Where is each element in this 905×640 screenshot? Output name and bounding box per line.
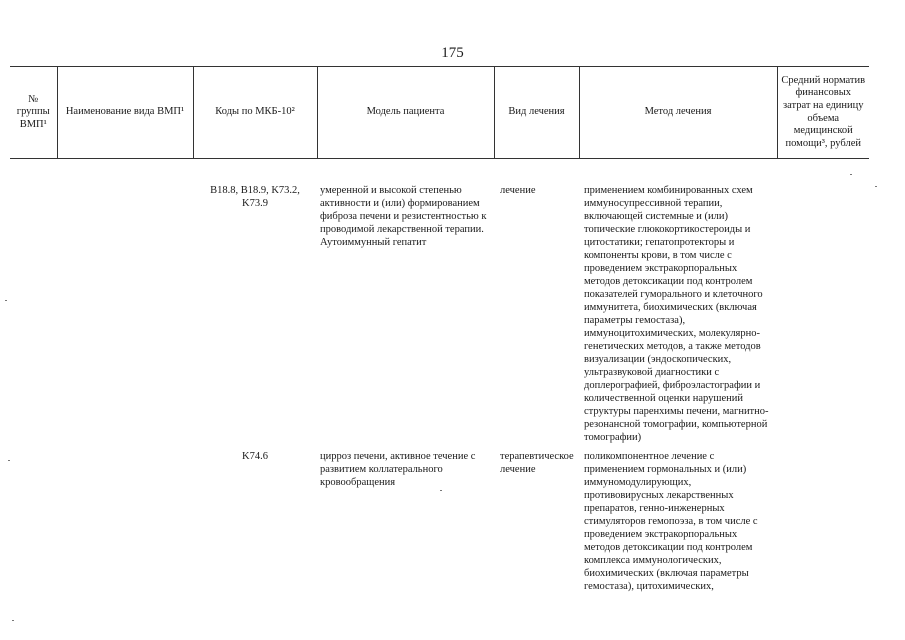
scan-speck <box>875 186 877 187</box>
header-icd-codes: Коды по МКБ-10² <box>193 67 317 159</box>
header-treatment-type: Вид лечения <box>494 67 579 159</box>
row-2-treatment-type: терапевтическое лечение <box>500 451 574 475</box>
header-group-number: № группы ВМП¹ <box>10 67 57 159</box>
header-row <box>10 67 869 159</box>
header-average-cost: Средний норматив финансовых затрат на единицу объема медицинской помощи³, рублей <box>777 67 869 159</box>
row-1-icd-codes: B18.8, B18.9, K73.2, K73.9 <box>210 185 300 209</box>
row-1-patient-model: умеренной и высокой степенью активности и (или) формированием фиброза печени и резистентностью к проводимой лекарственной терапии. Аутоиммунный гепатит <box>320 185 487 248</box>
row-2-treatment-method: поликомпонентное лечение с применением гормональных и (или) иммуномодулирующих, противовирусных лекарственных препаратов, генно-инженерных стимуляторов гемопоэза, в том числе с проведением экстракорпоральных методов детоксикации под контролем комплекса иммунологических, биохимических (включая параметры гемостаза), цитохимических, <box>584 451 758 592</box>
row-2-icd-codes: K74.6 <box>242 451 268 462</box>
scan-speck <box>5 300 7 301</box>
header-treatment-method: Метод лечения <box>579 67 777 159</box>
scan-speck <box>8 460 10 461</box>
row-1-treatment-method: применением комбинированных схем иммуносупрессивной терапии, включающей системные и (или) топические глюкокортикостероиды и цитостатики; гепатопротекторы и компоненты крови, в том числе с проведением экстракорпоральных методов детоксикации под контролем показателей гуморального и клеточного иммунитета, биохимических (включая параметры гемостаза), иммуноцитохимических, молекулярно- генетических методов, а также методов визуализации (эндоскопических, ультразвуковой диагностики с доплерографией, фиброэластографии и количественной оценки нарушений структуры паренхимы печени, магнитно- резонансной томографии, компьютерной томографии) <box>584 185 769 443</box>
row-2-patient-model: цирроз печени, активное течение с развитием коллатерального кровообращения <box>320 451 476 488</box>
row-1-treatment-type: лечение <box>500 185 536 196</box>
scan-speck <box>440 490 442 491</box>
header-patient-model: Модель пациента <box>317 67 494 159</box>
page-number: 175 <box>441 45 464 61</box>
header-vmp-name: Наименование вида ВМП¹ <box>57 67 193 159</box>
scan-speck <box>12 620 14 621</box>
table-header <box>10 66 869 159</box>
scan-speck <box>850 174 852 175</box>
